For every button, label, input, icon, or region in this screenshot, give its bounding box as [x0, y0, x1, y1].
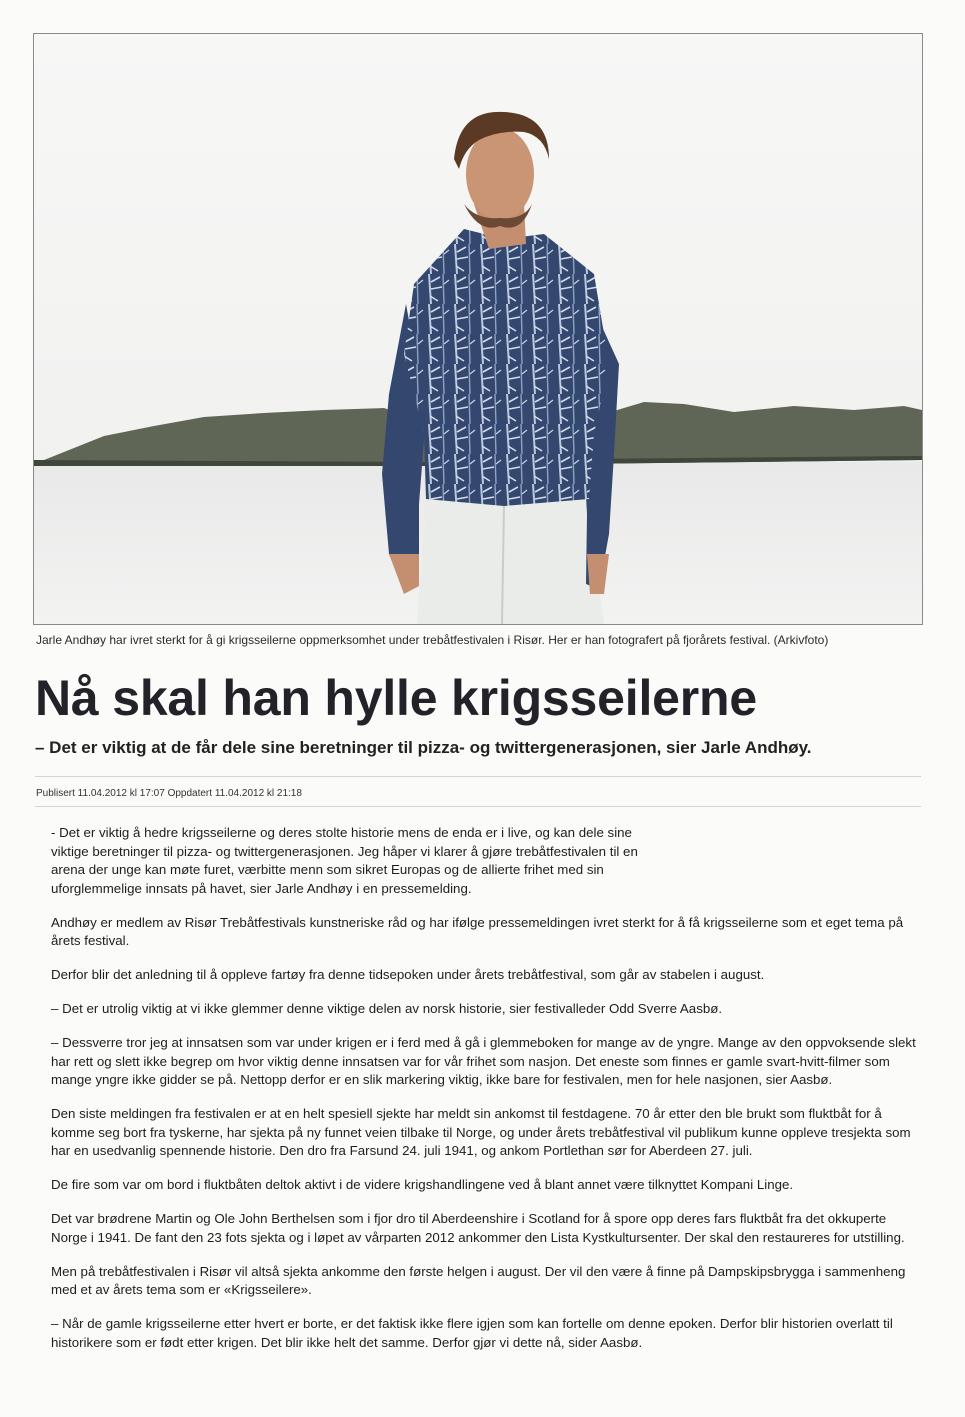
paragraph: Derfor blir det anledning til å oppleve fartøy fra denne tidsepoken under årets trebåtfestival, som går av stabelen i august. [51, 967, 765, 982]
divider-bottom [35, 806, 921, 807]
paragraph: – Det er utrolig viktig at vi ikke glemmer denne viktige delen av norsk historie, sier festivalleder Odd Sverre Aasbø. [51, 1001, 723, 1016]
paragraph: Men på trebåtfestivalen i Risør vil altså sjekta ankomme den første helgen i august. Der vil den være å finne på Dampskipsbrygga i sammenheng med et av årets tema som er «Krigsseilere». [51, 1263, 906, 1297]
article-body [51, 824, 921, 1368]
photo-caption: Jarle Andhøy har ivret sterkt for å gi krigsseilerne oppmerksomhet under trebåtfestivalen i Risør. Her er han fotografert på fjorårets festival. (Arkivfoto) [36, 633, 829, 647]
trousers [417, 492, 604, 624]
paragraph: – Dessverre tror jeg at innsatsen som var under krigen er i ferd med å gå i glemmeboken for mange av de yngre. Mange av den oppvoksende slekt har rett og slett ikke begrep om hvor viktig denne innsatsen var for vår frihet som nasjon. Det eneste som finnes er gamle svart-hvitt-filmer som mange yngre ikke gidder se på. Nettopp derfor er en slik markering viktig, ikke bare for festivalen, men for hele nasjonen, sier Aasbø. [51, 1035, 916, 1087]
paragraph: - Det er viktig å hedre krigsseilerne og deres stolte historie mens de enda er i live, og kan dele sine viktige beretninger til pizza- og twittergenerasjonen. Jeg håper vi klarer å gjøre trebåtfestivalen til en arena der unge kan møte furet, værbitte menn som sikret Europas og de allierte frihet med sin uforglemmelige innsats på havet, sier Jarle Andhøy i en pressemelding. [51, 825, 638, 896]
photo-man-by-sea [34, 34, 922, 624]
paragraph: Den siste meldingen fra festivalen er at en helt spesiell sjekte har meldt sin ankomst til festdagene. 70 år etter den ble brukt som fluktbåt for å komme seg bort fra tyskerne, har sjekta på ny funnet veien tilbake til Norge, og under årets trebåtfestival vil publikum kunne oppleve tresjekta som har en usedvanlig spennende historie. Den dro fra Farsund 24. juli 1941, og ankom Portlethan sør for Aberdeen 27. juli. [51, 1106, 911, 1158]
article-headline: Nå skal han hylle krigsseilerne [35, 670, 757, 726]
island-right [574, 402, 922, 464]
article-photo [33, 33, 923, 625]
divider-top [35, 776, 921, 777]
paragraph: Andhøy er medlem av Risør Trebåtfestivals kunstneriske råd og har ifølge pressemeldingen ivret sterkt for å få krigsseilerne som et eget tema på årets festival. [51, 914, 904, 948]
paragraph: – Når de gamle krigsseilerne etter hvert er borte, er det faktisk ikke flere igjen som kan fortelle om denne epoken. Derfor blir historien overlatt til historikere som er født etter krigen. Det blir ikke helt det samme. Derfor gjør vi dette nå, sider Aasbø. [51, 1316, 893, 1350]
paragraph: De fire som var om bord i fluktbåten deltok aktivt i de videre krigshandlingene ved å blant annet være tilknyttet Kompani Linge. [51, 1177, 794, 1192]
shirt [404, 229, 609, 506]
publish-meta: Publisert 11.04.2012 kl 17:07 Oppdatert 11.04.2012 kl 21:18 [36, 788, 302, 799]
article-ingress: – Det er viktig at de får dele sine beretninger til pizza- og twittergenerasjonen, sier Jarle Andhøy. [35, 738, 812, 757]
paragraph: Det var brødrene Martin og Ole John Berthelsen som i fjor dro til Aberdeenshire i Scotland for å spore opp deres fars fluktbåt fra det okkuperte Norge i 1941. De fant den 23 fots sjekta og i løpet av vårparten 2012 ankommer den Lista Kystkultursenter. Der skal den restaureres for utstilling. [51, 1211, 905, 1245]
